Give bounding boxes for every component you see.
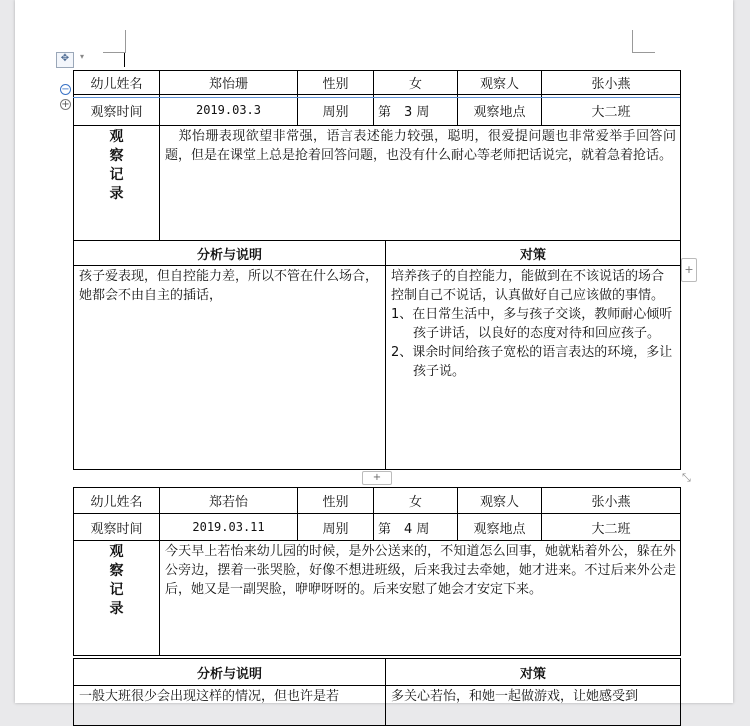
strategy-item: 2、课余时间给孩子宽松的语言表达的环境，多让孩子说。 [391, 345, 673, 379]
plus-circle-icon[interactable]: + [61, 99, 70, 110]
child-name-value[interactable]: 郑若怡 [160, 488, 298, 514]
resize-diagonal-icon[interactable]: ⤡ [682, 471, 691, 484]
week-value[interactable]: 第 4 周 [374, 514, 458, 541]
record-label [74, 126, 160, 241]
add-column-icon[interactable]: + [681, 258, 697, 282]
record-1-header-table [73, 70, 681, 241]
gender-value[interactable]: 女 [374, 71, 458, 95]
gender-value[interactable]: 女 [374, 488, 458, 514]
observation-date-value[interactable]: 2019.03.11 [160, 514, 298, 541]
page-margin-corner-top-right [632, 30, 655, 53]
record-text[interactable]: 郑怡珊表现欲望非常强，语言表述能力较强，聪明，很爱提问题也非常爱举手回答问题，但是在课堂上总是抢着回答问题，也没有什么耐心等老师把话说完，就着急着抢话。 [160, 126, 681, 241]
observation-date-value[interactable]: 2019.03.3 [160, 95, 298, 126]
record-2-header-table [73, 487, 681, 656]
record-text[interactable]: 今天早上若怡来幼儿园的时候，是外公送来的，不知道怎么回事，她就粘着外公，躲在外公旁边，摆着一张哭脸，好像不想进班级，后来我过去牵她，她才进来。不过后来外公走后，她又是一副哭脸，咿咿呀呀的。后来安慰了她会才安定下来。 [160, 541, 681, 656]
chevron-down-icon[interactable]: ▾ [80, 52, 85, 61]
record-label-char: 察 [109, 148, 124, 164]
strategy-cell[interactable] [386, 266, 681, 470]
observer-value[interactable]: 张小燕 [542, 71, 681, 95]
record-1-analysis-table [73, 240, 681, 470]
place-value[interactable]: 大二班 [542, 95, 681, 126]
child-name-label: 幼儿姓名 [74, 71, 160, 95]
place-label: 观察地点 [458, 514, 542, 541]
analysis-text[interactable]: 一般大班很少会出现这样的情况，但也许是若 [74, 686, 386, 726]
week-label: 周别 [298, 514, 374, 541]
row-insert-indicator [73, 97, 680, 98]
analysis-heading: 分析与说明 [74, 659, 386, 686]
gender-label: 性别 [298, 488, 374, 514]
place-value[interactable]: 大二班 [542, 514, 681, 541]
page-margin-corner-top-left [103, 30, 126, 53]
analysis-text[interactable]: 孩子爱表现，但自控能力差，所以不管在什么场合，她都会不由自主的插话， [74, 266, 386, 470]
strategy-heading: 对策 [386, 659, 681, 686]
observer-value[interactable]: 张小燕 [542, 488, 681, 514]
record-label-char: 录 [109, 601, 124, 617]
place-label: 观察地点 [458, 95, 542, 126]
gender-label: 性别 [298, 71, 374, 95]
record-label-char: 察 [109, 563, 124, 579]
strategy-intro: 培养孩子的自控能力，能做到在不该说话的场合控制自己不说话，认真做好自己应该做的事情。 [391, 269, 665, 303]
week-label: 周别 [298, 95, 374, 126]
analysis-heading: 分析与说明 [74, 241, 386, 266]
week-value[interactable]: 第 3 周 [374, 95, 458, 126]
observation-time-label: 观察时间 [74, 514, 160, 541]
add-row-icon[interactable]: + [362, 471, 392, 485]
record-label-char: 记 [109, 582, 124, 598]
child-name-label: 幼儿姓名 [74, 488, 160, 514]
observer-label: 观察人 [458, 71, 542, 95]
record-2-analysis-table [73, 658, 681, 726]
record-label-char: 录 [109, 186, 124, 202]
record-label [74, 541, 160, 656]
text-cursor [124, 53, 125, 67]
strategy-item: 1、在日常生活中，多与孩子交谈，教师耐心倾听孩子讲话，以良好的态度对待和回应孩子。 [391, 307, 673, 341]
record-label-char: 观 [109, 544, 124, 560]
record-label-char: 观 [109, 129, 124, 145]
strategy-intro[interactable]: 多关心若怡，和她一起做游戏，让她感受到 [386, 686, 681, 726]
observer-label: 观察人 [458, 488, 542, 514]
strategy-list [391, 305, 676, 381]
child-name-value[interactable]: 郑怡珊 [160, 71, 298, 95]
table-move-icon[interactable]: ✥ [56, 52, 74, 68]
observation-time-label: 观察时间 [74, 95, 160, 126]
minus-circle-icon[interactable]: − [61, 84, 70, 95]
record-label-char: 记 [109, 167, 124, 183]
strategy-heading: 对策 [386, 241, 681, 266]
